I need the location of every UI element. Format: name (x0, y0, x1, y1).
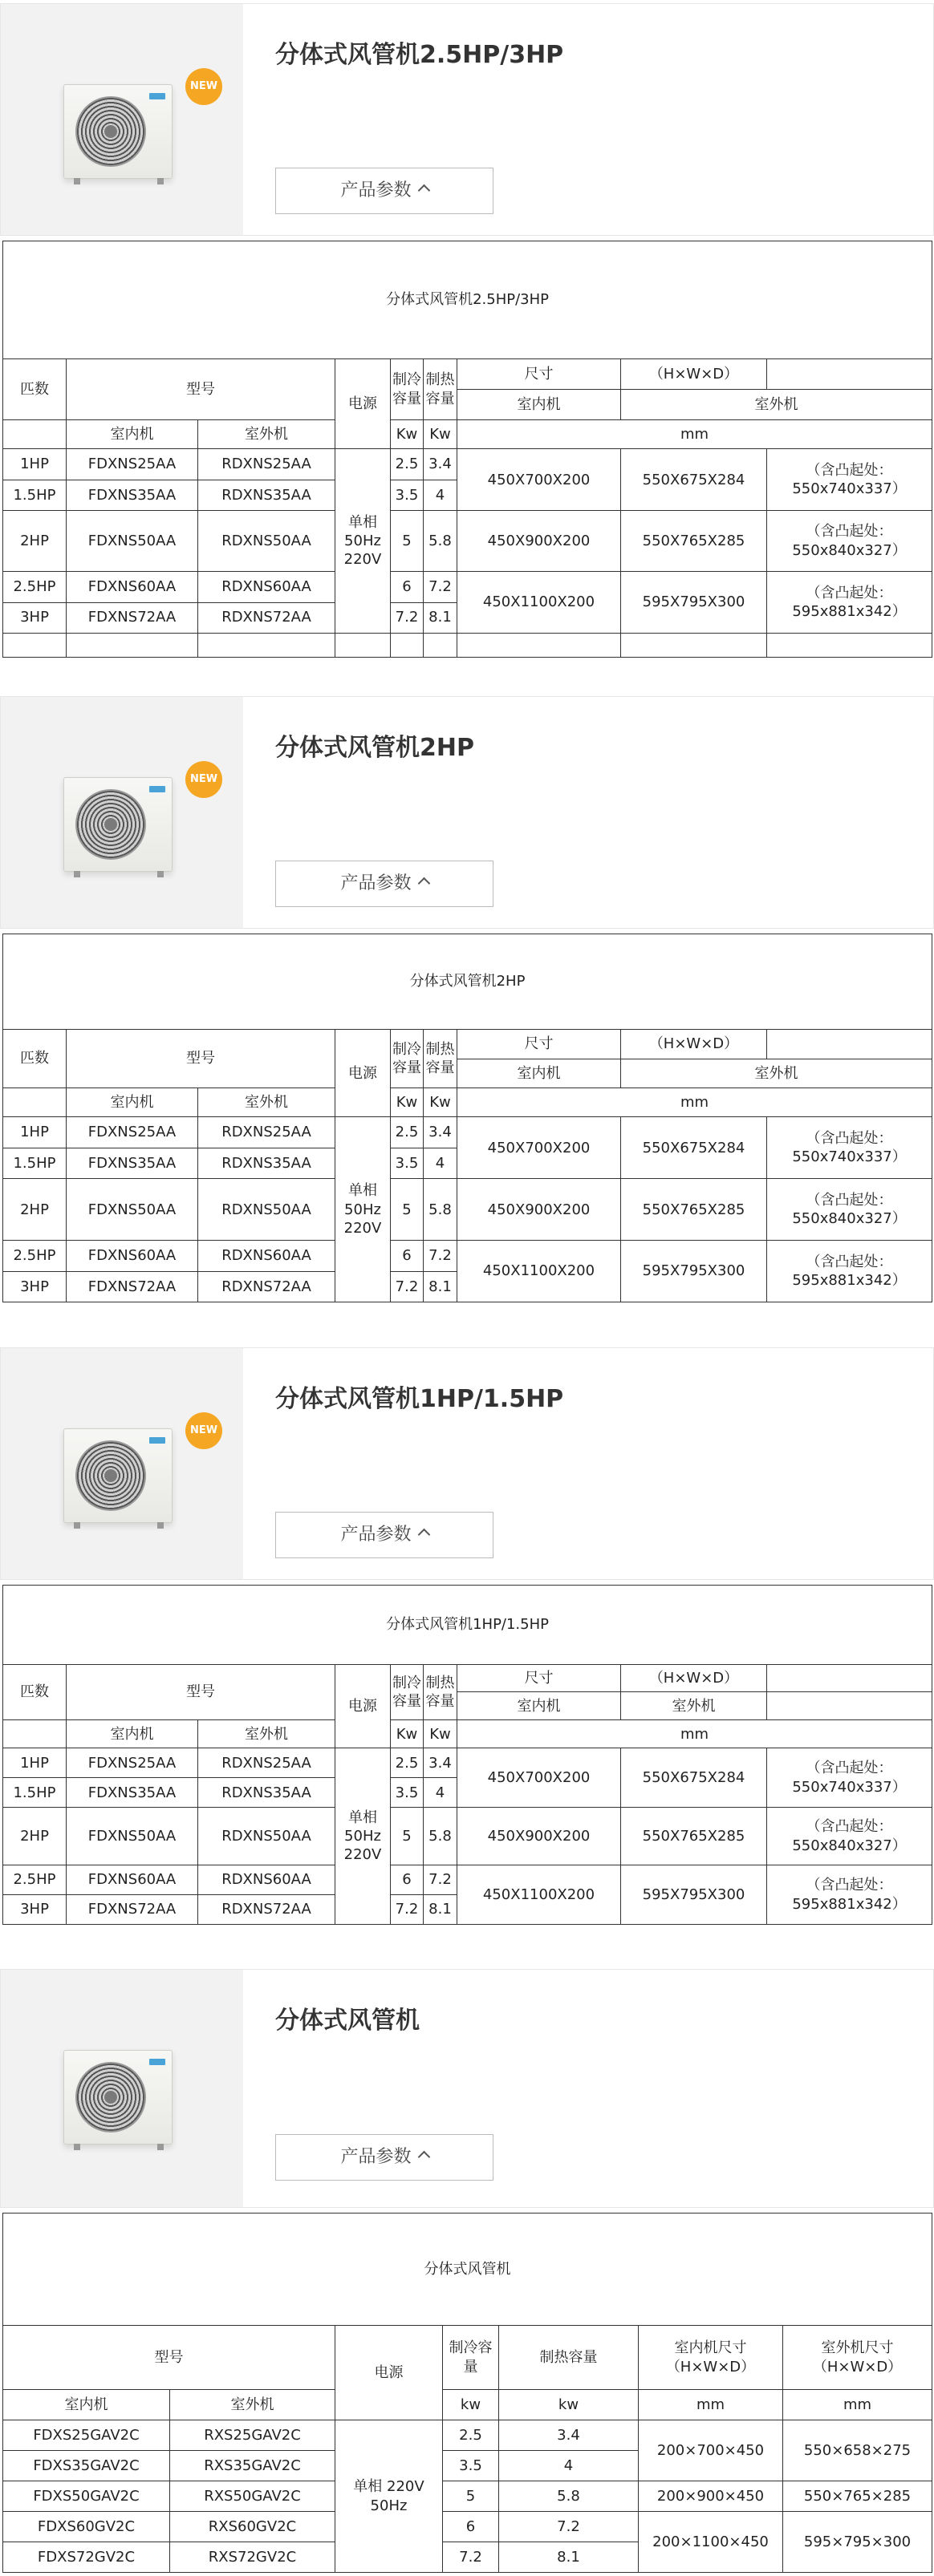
cool-cell: 5 (391, 1808, 424, 1865)
heat-cell: 5.8 (424, 1179, 457, 1241)
hp-cell: 1.5HP (3, 1148, 67, 1178)
ac-outdoor-unit-icon (63, 84, 173, 179)
indoor-model-cell: FDXNS72AA (67, 602, 198, 633)
table-row (3, 1748, 932, 1778)
product-title: 分体式风管机2.5HP/3HP (275, 41, 564, 69)
header-cool-capacity: 制冷容量 (391, 1664, 424, 1720)
heat-cell: 7.2 (499, 2512, 639, 2542)
unit-kw: Kw (391, 1720, 424, 1748)
power-cell: 单相 50Hz 220V (335, 1117, 391, 1302)
outdoor-dim-cell: 595X795X300 (621, 1865, 767, 1925)
indoor-dim-cell: 450X900X200 (457, 1179, 621, 1241)
cool-cell: 2.5 (391, 1117, 424, 1148)
product-title: 分体式风管机1HP/1.5HP (275, 1385, 564, 1413)
header-indoor: 室内机 (67, 1720, 198, 1748)
header-size: 尺寸 (457, 1664, 621, 1692)
header-heat-capacity: 制热容量 (424, 1030, 457, 1088)
heat-cell: 4 (424, 1148, 457, 1178)
heat-cell: 5.8 (424, 1808, 457, 1865)
outdoor-model-cell: RDXNS35AA (198, 1778, 335, 1808)
header-outdoor-unit: 室外机 (621, 1692, 767, 1720)
indoor-dim-cell: 450X900X200 (457, 510, 621, 571)
header-indoor-unit: 室内机 (457, 390, 621, 420)
cool-cell: 7.2 (443, 2542, 499, 2573)
outdoor-model-cell: RXS25GAV2C (170, 2420, 335, 2451)
header-outdoor-unit: 室外机 (621, 1059, 932, 1088)
header-size: 尺寸 (457, 358, 621, 389)
indoor-model-cell: FDXNS60AA (67, 1865, 198, 1895)
header-indoor-unit: 室内机 (457, 1059, 621, 1088)
unit-mm: mm (457, 420, 932, 449)
outdoor-dim-cell: 595×795×300 (783, 2512, 932, 2573)
hp-cell: 3HP (3, 1271, 67, 1302)
indoor-model-cell: FDXNS72AA (67, 1895, 198, 1925)
new-badge: NEW (185, 1412, 222, 1449)
outdoor-model-cell: RXS60GV2C (170, 2512, 335, 2542)
hp-cell: 1HP (3, 449, 67, 480)
heat-cell: 7.2 (424, 1865, 457, 1895)
heat-cell: 3.4 (424, 1748, 457, 1778)
unit-kw: Kw (424, 1720, 457, 1748)
indoor-dim-cell: 200×1100×450 (639, 2512, 783, 2573)
power-cell: 单相 220V 50Hz (335, 2420, 443, 2573)
header-outdoor: 室外机 (198, 1088, 335, 1117)
params-button-label: 产品参数 (340, 1525, 412, 1545)
table-row (3, 1808, 932, 1865)
indoor-model-cell: FDXS60GV2C (3, 2512, 170, 2542)
cool-cell: 5 (391, 1179, 424, 1241)
outdoor-dim-cell: 550X765X285 (621, 510, 767, 571)
outdoor-model-cell: RDXNS72AA (198, 1271, 335, 1302)
header-model: 型号 (67, 1664, 335, 1720)
outdoor-model-cell: RDXNS25AA (198, 449, 335, 480)
outdoor-dim-cell: 550X765X285 (621, 1808, 767, 1865)
cool-cell: 6 (391, 1241, 424, 1271)
product-image (1, 1348, 243, 1579)
heat-cell: 8.1 (499, 2542, 639, 2573)
table-row (3, 1241, 932, 1271)
cool-cell: 3.5 (391, 480, 424, 510)
unit-kw: Kw (424, 1088, 457, 1117)
table-caption: 分体式风管机2HP (3, 934, 932, 1030)
indoor-model-cell: FDXNS35AA (67, 1148, 198, 1178)
product-params-button[interactable] (275, 168, 493, 214)
table-row (3, 1179, 932, 1241)
table-row (3, 2481, 932, 2512)
chevron-up-icon (417, 184, 430, 197)
hp-cell: 2HP (3, 1808, 67, 1865)
header-heat-capacity: 制热容量 (424, 358, 457, 419)
product-title: 分体式风管机 (275, 2007, 420, 2035)
indoor-model-cell: FDXNS60AA (67, 1241, 198, 1271)
ac-outdoor-unit-icon (63, 2050, 173, 2145)
power-cell: 单相 50Hz 220V (335, 449, 391, 633)
indoor-model-cell: FDXNS50AA (67, 1179, 198, 1241)
header-power: 电源 (335, 358, 391, 449)
cool-cell: 3.5 (443, 2451, 499, 2481)
cool-cell: 5 (443, 2481, 499, 2512)
outdoor-dim-note: （含凸起处：550x740x337） (767, 1748, 932, 1808)
indoor-model-cell: FDXNS25AA (67, 449, 198, 480)
indoor-dim-cell: 200×900×450 (639, 2481, 783, 2512)
product-params-button[interactable] (275, 1512, 493, 1558)
outdoor-dim-cell: 550X675X284 (621, 1117, 767, 1179)
header-hwd: （H×W×D） (621, 1664, 767, 1692)
heat-cell: 5.8 (424, 510, 457, 571)
outdoor-dim-note: （含凸起处：550x840x327） (767, 1179, 932, 1241)
unit-mm: mm (639, 2390, 783, 2420)
indoor-dim-cell: 450X1100X200 (457, 1241, 621, 1302)
header-indoor: 室内机 (67, 420, 198, 449)
table-caption: 分体式风管机2.5HP/3HP (3, 241, 932, 359)
hp-cell: 1HP (3, 1117, 67, 1148)
heat-cell: 8.1 (424, 1895, 457, 1925)
indoor-model-cell: FDXS50GAV2C (3, 2481, 170, 2512)
indoor-model-cell: FDXS25GAV2C (3, 2420, 170, 2451)
spec-table (2, 241, 932, 658)
header-cool-capacity: 制冷容量 (391, 1030, 424, 1088)
indoor-dim-cell: 450X700X200 (457, 1117, 621, 1179)
params-button-label: 产品参数 (340, 2147, 412, 2167)
heat-cell: 8.1 (424, 602, 457, 633)
header-heat-capacity: 制热容量 (424, 1664, 457, 1720)
outdoor-dim-cell: 550×765×285 (783, 2481, 932, 2512)
header-indoor: 室内机 (67, 1088, 198, 1117)
cool-cell: 7.2 (391, 1271, 424, 1302)
indoor-dim-cell: 450X1100X200 (457, 1865, 621, 1925)
params-button-label: 产品参数 (340, 873, 412, 893)
indoor-dim-cell: 200×700×450 (639, 2420, 783, 2481)
chevron-up-icon (417, 1529, 430, 1541)
product-card (0, 1969, 934, 2208)
table-row (3, 2420, 932, 2451)
outdoor-dim-note: （含凸起处：595x881x342） (767, 1865, 932, 1925)
hp-cell: 2.5HP (3, 1865, 67, 1895)
spec-table (2, 934, 932, 1302)
indoor-model-cell: FDXNS72AA (67, 1271, 198, 1302)
cool-cell: 6 (391, 572, 424, 602)
heat-cell: 3.4 (424, 449, 457, 480)
product-card (0, 696, 934, 929)
chevron-up-icon (417, 877, 430, 890)
header-outdoor-size: 室外机尺寸（H×W×D） (783, 2326, 932, 2390)
product-image (1, 1970, 243, 2207)
outdoor-model-cell: RDXNS35AA (198, 480, 335, 510)
cool-cell: 3.5 (391, 1778, 424, 1808)
unit-mm: mm (457, 1088, 932, 1117)
outdoor-dim-cell: 595X795X300 (621, 1241, 767, 1302)
cool-cell: 2.5 (391, 449, 424, 480)
chevron-up-icon (417, 2151, 430, 2164)
header-outdoor: 室外机 (170, 2390, 335, 2420)
outdoor-model-cell: RXS50GAV2C (170, 2481, 335, 2512)
power-cell: 单相 50Hz 220V (335, 1748, 391, 1925)
table-row (3, 2512, 932, 2542)
outdoor-dim-note: （含凸起处：550x740x337） (767, 449, 932, 510)
outdoor-model-cell: RDXNS72AA (198, 602, 335, 633)
heat-cell: 3.4 (424, 1117, 457, 1148)
indoor-dim-cell: 450X700X200 (457, 449, 621, 510)
params-button-label: 产品参数 (340, 180, 412, 200)
heat-cell: 3.4 (499, 2420, 639, 2451)
header-hwd: （H×W×D） (621, 1030, 767, 1059)
cool-cell: 7.2 (391, 1895, 424, 1925)
indoor-dim-cell: 450X900X200 (457, 1808, 621, 1865)
unit-kw: Kw (391, 420, 424, 449)
cool-cell: 6 (443, 2512, 499, 2542)
product-title: 分体式风管机2HP (275, 734, 474, 762)
table-row (3, 633, 932, 657)
outdoor-dim-cell: 595X795X300 (621, 572, 767, 633)
header-power: 电源 (335, 1664, 391, 1748)
product-card (0, 3, 934, 236)
outdoor-dim-note: （含凸起处：595x881x342） (767, 1241, 932, 1302)
indoor-model-cell: FDXNS50AA (67, 1808, 198, 1865)
new-badge: NEW (185, 68, 222, 105)
header-model: 型号 (3, 2326, 335, 2390)
header-cool-capacity: 制冷容量 (443, 2326, 499, 2390)
unit-mm: mm (457, 1720, 932, 1748)
cool-cell: 7.2 (391, 602, 424, 633)
table-row (3, 510, 932, 571)
heat-cell: 8.1 (424, 1271, 457, 1302)
outdoor-dim-cell: 550X675X284 (621, 1748, 767, 1808)
hp-cell: 1.5HP (3, 1778, 67, 1808)
outdoor-dim-note: （含凸起处：550x740x337） (767, 1117, 932, 1179)
ac-outdoor-unit-icon (63, 1428, 173, 1523)
header-indoor: 室内机 (3, 2390, 170, 2420)
indoor-model-cell: FDXNS25AA (67, 1117, 198, 1148)
heat-cell: 4 (424, 480, 457, 510)
header-cool-capacity: 制冷容量 (391, 358, 424, 419)
ac-outdoor-unit-icon (63, 777, 173, 872)
header-indoor-unit: 室内机 (457, 1692, 621, 1720)
heat-cell: 5.8 (499, 2481, 639, 2512)
heat-cell: 7.2 (424, 572, 457, 602)
cool-cell: 6 (391, 1865, 424, 1895)
outdoor-model-cell: RXS35GAV2C (170, 2451, 335, 2481)
hp-cell: 2.5HP (3, 1241, 67, 1271)
indoor-model-cell: FDXNS25AA (67, 1748, 198, 1778)
cool-cell: 2.5 (443, 2420, 499, 2451)
unit-kw: kw (499, 2390, 639, 2420)
outdoor-dim-note: （含凸起处：550x840x327） (767, 510, 932, 571)
hp-cell: 3HP (3, 1895, 67, 1925)
header-pishu: 匹数 (3, 358, 67, 419)
header-size: 尺寸 (457, 1030, 621, 1059)
unit-kw: kw (443, 2390, 499, 2420)
outdoor-model-cell: RDXNS60AA (198, 1865, 335, 1895)
outdoor-dim-note: （含凸起处：595x881x342） (767, 572, 932, 633)
product-image (1, 697, 243, 928)
indoor-model-cell: FDXNS35AA (67, 480, 198, 510)
table-caption: 分体式风管机 (3, 2213, 932, 2326)
header-outdoor-unit: 室外机 (621, 390, 932, 420)
hp-cell: 2HP (3, 510, 67, 571)
header-power: 电源 (335, 2326, 443, 2420)
outdoor-model-cell: RDXNS25AA (198, 1117, 335, 1148)
outdoor-model-cell: RDXNS50AA (198, 1808, 335, 1865)
outdoor-model-cell: RDXNS25AA (198, 1748, 335, 1778)
new-badge: NEW (185, 761, 222, 798)
table-row (3, 1117, 932, 1148)
unit-kw: Kw (391, 1088, 424, 1117)
indoor-model-cell: FDXS72GV2C (3, 2542, 170, 2573)
unit-kw: Kw (424, 420, 457, 449)
spec-table (2, 1585, 932, 1925)
outdoor-model-cell: RDXNS50AA (198, 1179, 335, 1241)
header-outdoor: 室外机 (198, 1720, 335, 1748)
indoor-dim-cell: 450X700X200 (457, 1748, 621, 1808)
header-heat-capacity: 制热容量 (499, 2326, 639, 2390)
heat-cell: 7.2 (424, 1241, 457, 1271)
outdoor-model-cell: RDXNS60AA (198, 1241, 335, 1271)
product-params-button[interactable] (275, 2134, 493, 2181)
spec-table (2, 2213, 932, 2573)
outdoor-dim-cell: 550X765X285 (621, 1179, 767, 1241)
hp-cell: 2HP (3, 1179, 67, 1241)
indoor-model-cell: FDXNS35AA (67, 1778, 198, 1808)
table-row (3, 449, 932, 480)
hp-cell: 1HP (3, 1748, 67, 1778)
indoor-model-cell: FDXNS50AA (67, 510, 198, 571)
hp-cell: 3HP (3, 602, 67, 633)
header-pishu: 匹数 (3, 1664, 67, 1720)
table-row (3, 572, 932, 602)
outdoor-model-cell: RDXNS50AA (198, 510, 335, 571)
outdoor-model-cell: RDXNS60AA (198, 572, 335, 602)
header-model: 型号 (67, 1030, 335, 1088)
heat-cell: 4 (424, 1778, 457, 1808)
outdoor-dim-cell: 550X675X284 (621, 449, 767, 510)
header-model: 型号 (67, 358, 335, 419)
header-power: 电源 (335, 1030, 391, 1117)
header-pishu: 匹数 (3, 1030, 67, 1088)
table-caption: 分体式风管机1HP/1.5HP (3, 1586, 932, 1665)
table-row (3, 1865, 932, 1895)
indoor-dim-cell: 450X1100X200 (457, 572, 621, 633)
outdoor-model-cell: RDXNS72AA (198, 1895, 335, 1925)
product-card (0, 1347, 934, 1580)
heat-cell: 4 (499, 2451, 639, 2481)
indoor-model-cell: FDXS35GAV2C (3, 2451, 170, 2481)
product-image (1, 4, 243, 235)
outdoor-model-cell: RXS72GV2C (170, 2542, 335, 2573)
outdoor-dim-note: （含凸起处：550x840x327） (767, 1808, 932, 1865)
outdoor-model-cell: RDXNS35AA (198, 1148, 335, 1178)
hp-cell: 2.5HP (3, 572, 67, 602)
header-indoor-size: 室内机尺寸（H×W×D） (639, 2326, 783, 2390)
header-outdoor: 室外机 (198, 420, 335, 449)
outdoor-dim-cell: 550×658×275 (783, 2420, 932, 2481)
product-params-button[interactable] (275, 861, 493, 907)
cool-cell: 2.5 (391, 1748, 424, 1778)
hp-cell: 1.5HP (3, 480, 67, 510)
cool-cell: 3.5 (391, 1148, 424, 1178)
cool-cell: 5 (391, 510, 424, 571)
unit-mm: mm (783, 2390, 932, 2420)
indoor-model-cell: FDXNS60AA (67, 572, 198, 602)
header-hwd: （H×W×D） (621, 358, 767, 389)
